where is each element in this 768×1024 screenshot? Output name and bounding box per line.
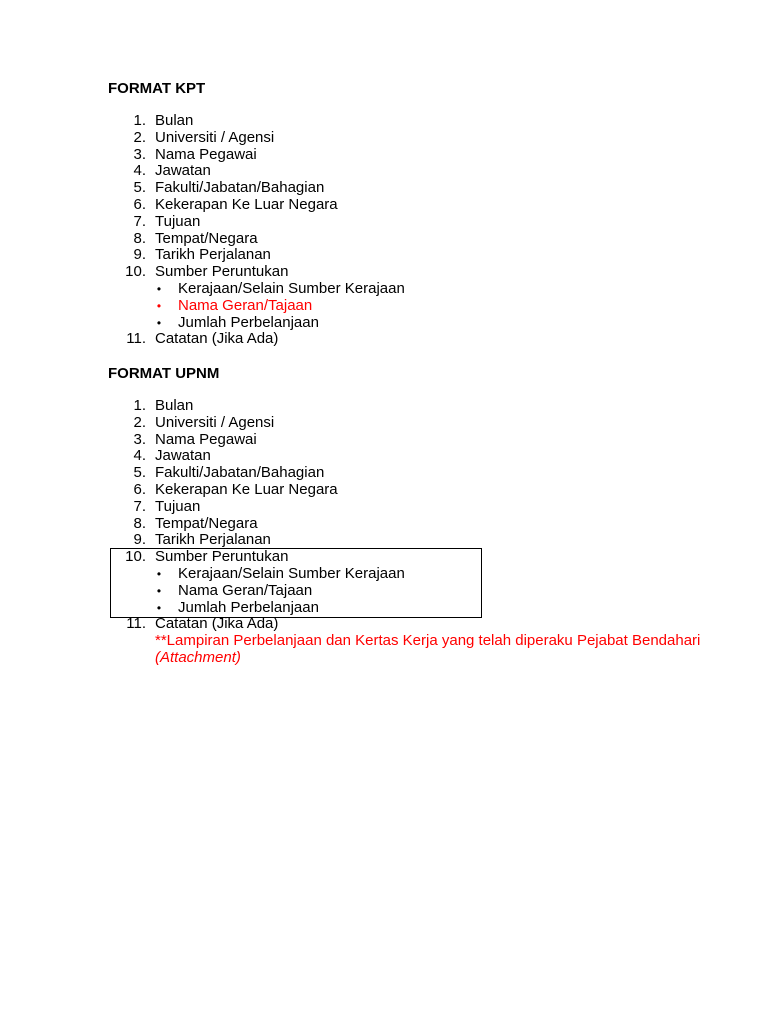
item-number: 9. (133, 246, 146, 264)
item-number: 5. (133, 179, 146, 197)
item-label: Nama Pegawai (155, 145, 257, 163)
item-number: 11. (126, 330, 146, 348)
sub-list-item (0, 566, 768, 583)
item-number: 8. (133, 229, 146, 247)
upnm-heading: FORMAT UPNM (108, 365, 220, 382)
item-label: Bulan (155, 112, 194, 129)
item-label: Bulan (155, 397, 194, 414)
list-item (0, 499, 768, 516)
list-item (0, 197, 768, 214)
list-item (0, 616, 768, 633)
item-number: 7. (133, 497, 146, 515)
sub-item-label: Kerajaan/Selain Sumber Kerajaan (178, 279, 405, 297)
sub-list-item (0, 315, 768, 332)
item-number: 7. (133, 212, 146, 230)
item-label: Catatan (Jika Ada) (155, 330, 279, 348)
list-item (0, 398, 768, 415)
item-label: Jawatan (155, 447, 211, 465)
list-item (0, 264, 768, 281)
list-item (0, 331, 768, 348)
item-number: 2. (133, 128, 146, 146)
attachment-note (0, 633, 768, 650)
sub-item-label: Kerajaan/Selain Sumber Kerajaan (178, 564, 405, 582)
list-item (0, 247, 768, 264)
list-item (0, 549, 768, 566)
item-label: Sumber Peruntukan (155, 548, 289, 566)
item-label: Tujuan (155, 212, 201, 230)
item-label: Catatan (Jika Ada) (155, 615, 279, 633)
item-number: 10. (125, 263, 146, 281)
list-item (0, 130, 768, 147)
list-item (0, 532, 768, 549)
list-item (0, 516, 768, 533)
attachment-label: (Attachment) (155, 648, 241, 666)
item-label: Jawatan (155, 162, 211, 180)
item-number: 1. (133, 112, 146, 129)
item-label: Tempat/Negara (155, 229, 258, 247)
bullet-icon: • (156, 583, 162, 598)
kpt-heading: FORMAT KPT (108, 80, 206, 97)
item-number: 4. (133, 447, 146, 465)
item-label: Nama Pegawai (155, 430, 257, 448)
sub-list-item (0, 600, 768, 617)
item-label: Kekerapan Ke Luar Negara (155, 195, 338, 213)
sub-list-item (0, 583, 768, 600)
item-number: 3. (133, 145, 146, 163)
list-item (0, 482, 768, 499)
attachment-note-label (0, 650, 768, 667)
item-label: Universiti / Agensi (155, 128, 275, 146)
item-label: Fakulti/Jabatan/Bahagian (155, 179, 325, 197)
sub-item-label: Jumlah Perbelanjaan (178, 598, 319, 616)
sub-list-item (0, 298, 768, 315)
upnm-list (0, 398, 768, 667)
bullet-icon: • (156, 566, 162, 581)
item-label: Kekerapan Ke Luar Negara (155, 480, 338, 498)
list-item (0, 231, 768, 248)
item-number: 6. (133, 480, 146, 498)
list-item (0, 113, 768, 130)
item-label: Tarikh Perjalanan (155, 531, 271, 549)
bullet-icon: • (156, 600, 162, 615)
item-number: 6. (133, 195, 146, 213)
list-item (0, 465, 768, 482)
item-label: Universiti / Agensi (155, 413, 275, 431)
list-item (0, 180, 768, 197)
list-item (0, 448, 768, 465)
item-label: Fakulti/Jabatan/Bahagian (155, 464, 325, 482)
list-item (0, 147, 768, 164)
list-item (0, 214, 768, 231)
item-number: 11. (126, 615, 146, 633)
sub-item-label: Jumlah Perbelanjaan (178, 313, 319, 331)
sub-item-label: Nama Geran/Tajaan (178, 581, 313, 599)
bullet-icon: • (156, 315, 162, 330)
item-number: 4. (133, 162, 146, 180)
item-number: 5. (133, 464, 146, 482)
list-item (0, 432, 768, 449)
item-number: 1. (133, 397, 146, 414)
bullet-icon: • (156, 281, 162, 296)
kpt-list (0, 113, 768, 348)
sub-item-label: Nama Geran/Tajaan (178, 296, 313, 314)
item-number: 2. (133, 413, 146, 431)
item-number: 9. (133, 531, 146, 549)
list-item (0, 415, 768, 432)
item-number: 10. (125, 548, 146, 566)
item-label: Sumber Peruntukan (155, 263, 289, 281)
bullet-icon: • (156, 298, 162, 313)
item-label: Tarikh Perjalanan (155, 246, 271, 264)
item-label: Tujuan (155, 497, 201, 515)
item-number: 8. (133, 514, 146, 532)
item-label: Tempat/Negara (155, 514, 258, 532)
attachment-note-text: **Lampiran Perbelanjaan dan Kertas Kerja yang telah diperaku Pejabat Bendahari (155, 632, 701, 650)
sub-list-item (0, 281, 768, 298)
list-item (0, 163, 768, 180)
item-number: 3. (133, 430, 146, 448)
